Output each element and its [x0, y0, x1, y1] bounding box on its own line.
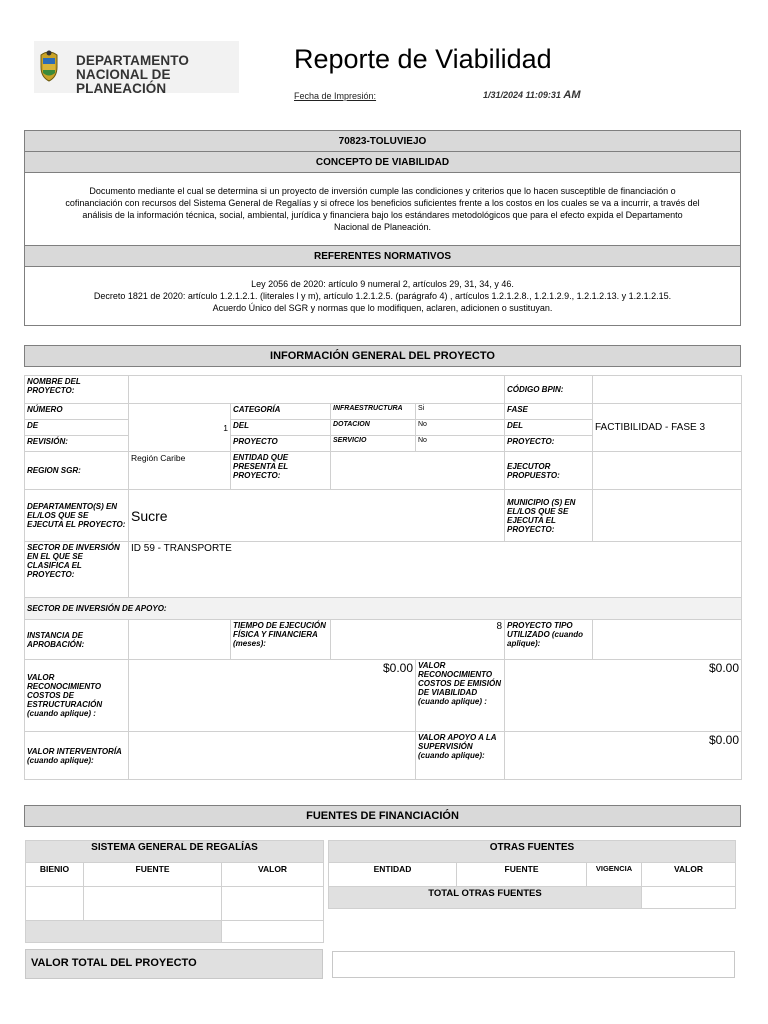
vr-supervision-label: VALOR APOYO A LA SUPERVISIÓN (cuando aplique):	[416, 732, 505, 780]
print-date-datetime: 1/31/2024 11:09:31	[483, 90, 561, 100]
valor-total-label	[25, 949, 323, 979]
revision-label: REVISIÓN:	[25, 436, 129, 452]
org-name-line1: DEPARTAMENTO	[76, 53, 189, 68]
sgr-cell	[222, 887, 324, 921]
otras-col-fuente: FUENTE	[457, 863, 587, 887]
tiempo-label: TIEMPO DE EJECUCIÓN FÍSICA Y FINANCIERA (meses):	[231, 620, 331, 660]
region-value: Región Caribe	[129, 452, 231, 490]
info-table	[24, 375, 742, 780]
municipio-label: MUNICIPIO (S) EN EL/LOS QUE SE EJECUTA EL PROYECTO:	[505, 490, 593, 542]
fase-proyecto-label: PROYECTO:	[505, 436, 593, 452]
cat-infraestructura-label: INFRAESTRUCTURA	[331, 404, 416, 420]
referentes-line: Decreto 1821 de 2020: artículo 1.2.1.2.1. (literales l y m), artículo 1.2.1.2.5. (parágrafo 4) , artículos 1.2.1.2.8., 1.2.1.2.9., 1.2.1.2.13. y 1.2.1.2.15.	[93, 291, 672, 301]
revision-value: 1	[129, 404, 231, 452]
referentes-header: REFERENTES NORMATIVOS	[24, 245, 741, 267]
sgr-table	[25, 840, 324, 943]
cat-servicio-label: SERVICIO	[331, 436, 416, 452]
cat-servicio-value: No	[416, 436, 505, 452]
instancia-label: INSTANCIA DE APROBACIÓN:	[25, 620, 129, 660]
total-otras-value	[642, 887, 736, 909]
total-otras-label: TOTAL OTRAS FUENTES	[329, 887, 642, 909]
sgr-cell	[26, 887, 84, 921]
vr-estructuracion-label: VALOR RECONOCIMIENTO COSTOS DE ESTRUCTURACIÓN (cuando aplique) :	[25, 660, 129, 732]
de-label: DE	[25, 420, 129, 436]
tiempo-value: 8	[331, 620, 505, 660]
vr-interventoria-label: VALOR INTERVENTORÍA (cuando aplique):	[25, 732, 129, 780]
entity-header: 70823-TOLUVIEJO	[24, 130, 741, 152]
fuentes-header: FUENTES DE FINANCIACIÓN	[24, 805, 741, 827]
numero-label: NÚMERO	[25, 404, 129, 420]
proyecto-label: PROYECTO	[231, 436, 331, 452]
concept-description-line: cofinanciación con recursos del Sistema General de Regalías y si ofrece los beneficios suficientes frente a los costos en los cuales se va a incurrir, a través del	[65, 198, 700, 208]
nombre-value	[129, 376, 505, 404]
region-label: REGION SGR:	[25, 452, 129, 490]
otras-title: OTRAS FUENTES	[329, 841, 736, 863]
valor-total-text: VALOR TOTAL DEL PROYECTO	[31, 957, 197, 969]
sector-label: SECTOR DE INVERSIÓN EN EL QUE SE CLASIFICA EL PROYECTO:	[25, 542, 129, 598]
cat-dotacion-label: DOTACION	[331, 420, 416, 436]
print-date-ampm: AM	[563, 89, 581, 101]
concept-description	[24, 185, 741, 233]
instancia-value	[129, 620, 231, 660]
report-title: Reporte de Viabilidad	[294, 44, 552, 74]
tipo-value	[593, 620, 742, 660]
print-date-label: Fecha de Impresión:	[294, 91, 377, 101]
bpin-value	[593, 376, 742, 404]
info-header: INFORMACIÓN GENERAL DEL PROYECTO	[24, 345, 741, 367]
otras-table	[328, 840, 736, 909]
entidad-value	[331, 452, 505, 490]
sgr-cell	[84, 887, 222, 921]
sector-apoyo-label: SECTOR DE INVERSIÓN DE APOYO:	[25, 598, 742, 620]
nombre-label: NOMBRE DEL PROYECTO:	[25, 376, 129, 404]
depto-value: Sucre	[129, 490, 505, 542]
fase-del-label: DEL	[505, 420, 593, 436]
sector-value: ID 59 - TRANSPORTE	[129, 542, 742, 598]
vr-supervision-value: $0.00	[505, 732, 742, 780]
tipo-label: PROYECTO TIPO UTILIZADO (cuando aplique):	[505, 620, 593, 660]
concept-description-line: Documento mediante el cual se determina si un proyecto de inversión cumple las condiciones y criterios que lo hacen susceptible de financiación o	[89, 186, 676, 196]
otras-col-entidad: ENTIDAD	[329, 863, 457, 887]
coat-of-arms-icon	[38, 49, 60, 83]
concept-description-line: análisis de la información técnica, social, ambiental, jurídica y financiera bajo los estándares metodológicos que para el efecto expida el Departamento	[82, 210, 683, 220]
referentes-text	[24, 278, 741, 314]
otras-col-vigencia: VIGENCIA	[587, 863, 642, 887]
org-name	[76, 54, 239, 96]
sgr-total-value	[222, 921, 324, 943]
sgr-col-valor: VALOR	[222, 863, 324, 887]
org-name-line2: NACIONAL DE PLANEACIÓN	[76, 67, 171, 96]
ejecutor-label: EJECUTOR PROPUESTO:	[505, 452, 593, 490]
fase-label: FASE	[505, 404, 593, 420]
sgr-col-bienio: BIENIO	[26, 863, 84, 887]
referentes-line: Acuerdo Único del SGR y normas que lo modifiquen, aclaren, adicionen o sustituyan.	[212, 303, 553, 313]
sgr-total-label	[26, 921, 222, 943]
cat-dotacion-value: No	[416, 420, 505, 436]
concept-description-line: Nacional de Planeación.	[333, 222, 432, 232]
referentes-line: Ley 2056 de 2020: artículo 9 numeral 2, artículos 29, 31, 34, y 46.	[251, 279, 514, 289]
fase-value: FACTIBILIDAD - FASE 3	[593, 404, 742, 452]
vr-emision-value: $0.00	[505, 660, 742, 732]
bpin-label: CÓDIGO BPIN:	[505, 376, 593, 404]
municipio-value	[593, 490, 742, 542]
entidad-label: ENTIDAD QUE PRESENTA EL PROYECTO:	[231, 452, 331, 490]
cat-infraestructura-value: Si	[416, 404, 505, 420]
otras-col-valor: VALOR	[642, 863, 736, 887]
vr-emision-label: VALOR RECONOCIMIENTO COSTOS DE EMISIÓN DE VIABILIDAD (cuando aplique) :	[416, 660, 505, 732]
vr-estructuracion-value: $0.00	[129, 660, 416, 732]
concept-header: CONCEPTO DE VIABILIDAD	[24, 151, 741, 173]
categoria-label: CATEGORÍA	[231, 404, 331, 420]
sgr-title: SISTEMA GENERAL DE REGALÍAS	[26, 841, 324, 863]
depto-label: DEPARTAMENTO(S) EN EL/LOS QUE SE EJECUTA EL PROYECTO:	[25, 490, 129, 542]
del-label: DEL	[231, 420, 331, 436]
valor-total-value	[332, 951, 735, 978]
vr-interventoria-value	[129, 732, 416, 780]
print-date-value	[483, 89, 581, 101]
sgr-col-fuente: FUENTE	[84, 863, 222, 887]
ejecutor-value	[593, 452, 742, 490]
dnp-logo	[34, 41, 239, 96]
